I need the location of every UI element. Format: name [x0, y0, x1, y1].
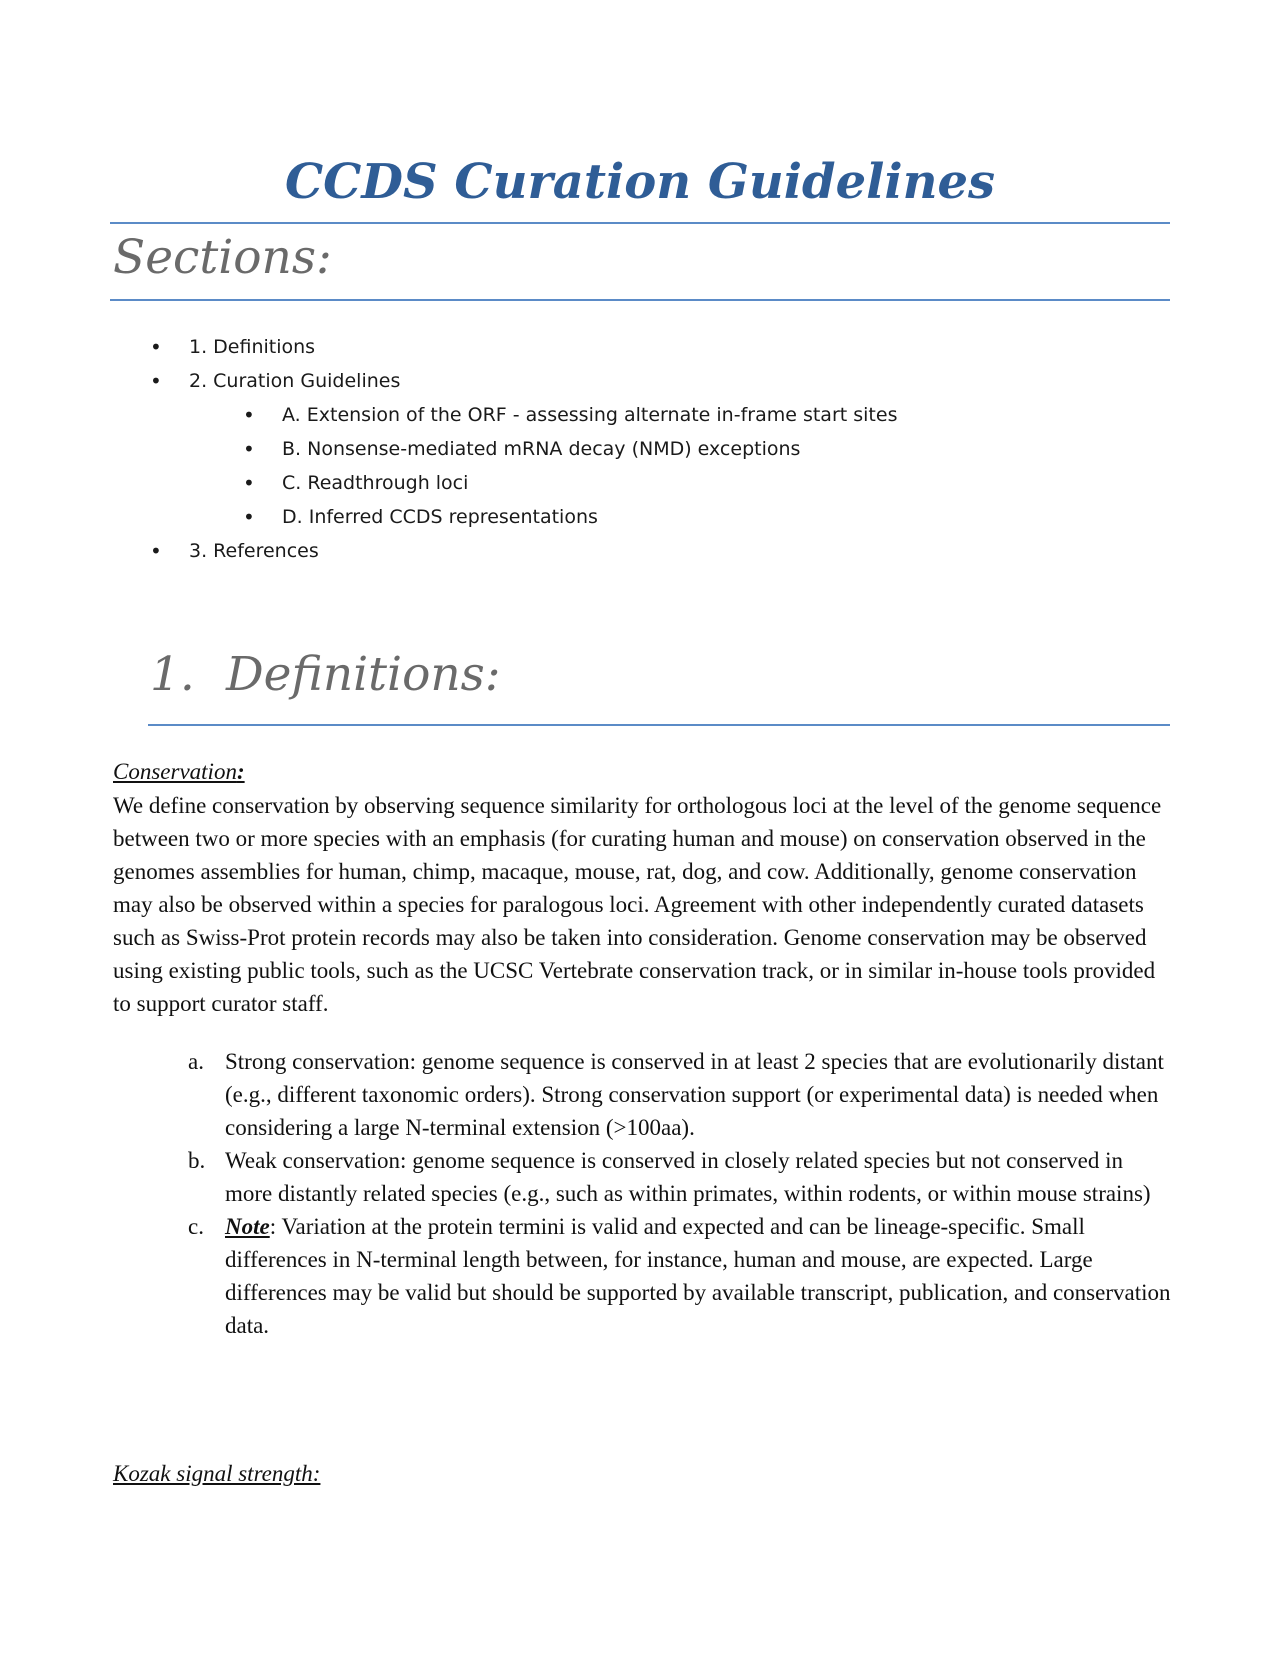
sections-divider	[110, 299, 1170, 301]
definitions-number: 1.	[150, 647, 195, 702]
definitions-heading	[150, 645, 501, 705]
bullet-icon: •	[150, 335, 162, 359]
note-label: Note	[225, 1214, 270, 1239]
bullet-icon: •	[243, 403, 255, 427]
sections-heading: Sections:	[113, 230, 332, 285]
bullet-icon: •	[243, 505, 255, 529]
definitions-divider	[148, 724, 1170, 726]
conservation-subheading: Conservation:	[113, 759, 245, 784]
bullet-icon: •	[243, 471, 255, 495]
bullet-icon: •	[243, 437, 255, 461]
kozak-subheading: Kozak signal strength:	[113, 1461, 321, 1486]
title-divider	[110, 222, 1170, 224]
list-item: a. Strong conservation: genome sequence is conserved in at least 2 species that are evolutionarily distant (e.g., different taxonomic orders). Strong conservation support (or experimental data) is needed when considering a large N-terminal extension (>100aa).	[188, 1049, 1164, 1140]
list-item: c. Note: Variation at the protein termini is valid and expected and can be lineage-specific. Small differences in N-terminal length between, for instance, human and mouse, are expected. Large differences may be valid but should be supported by available transcript, publication, and conservation data.	[188, 1214, 1171, 1338]
bullet-icon: •	[150, 539, 162, 563]
bullet-icon: •	[150, 369, 162, 393]
conservation-list	[185, 1045, 1175, 1342]
conservation-paragraph: We define conservation by observing sequence similarity for orthologous loci at the level of the genome sequence between two or more species with an emphasis (for curating human and mouse) on conservation observed in the genomes assemblies for human, chimp, macaque, mouse, rat, dog, and cow. Additionally, genome conservation may also be observed within a species for paralogous loci. Agreement with other independently curated datasets such as Swiss-Prot protein records may also be taken into consideration. Genome conservation may be observed using existing public tools, such as the UCSC Vertebrate conservation track, or in similar in-house tools provided to support curator staff.	[113, 793, 1162, 1016]
list-item: b. Weak conservation: genome sequence is conserved in closely related species but not conserved in more distantly related species (e.g., such as within primates, within rodents, or within mouse strains)	[188, 1148, 1151, 1206]
definitions-title: Definitions:	[226, 647, 501, 702]
document-title: CCDS Curation Guidelines	[284, 154, 996, 210]
